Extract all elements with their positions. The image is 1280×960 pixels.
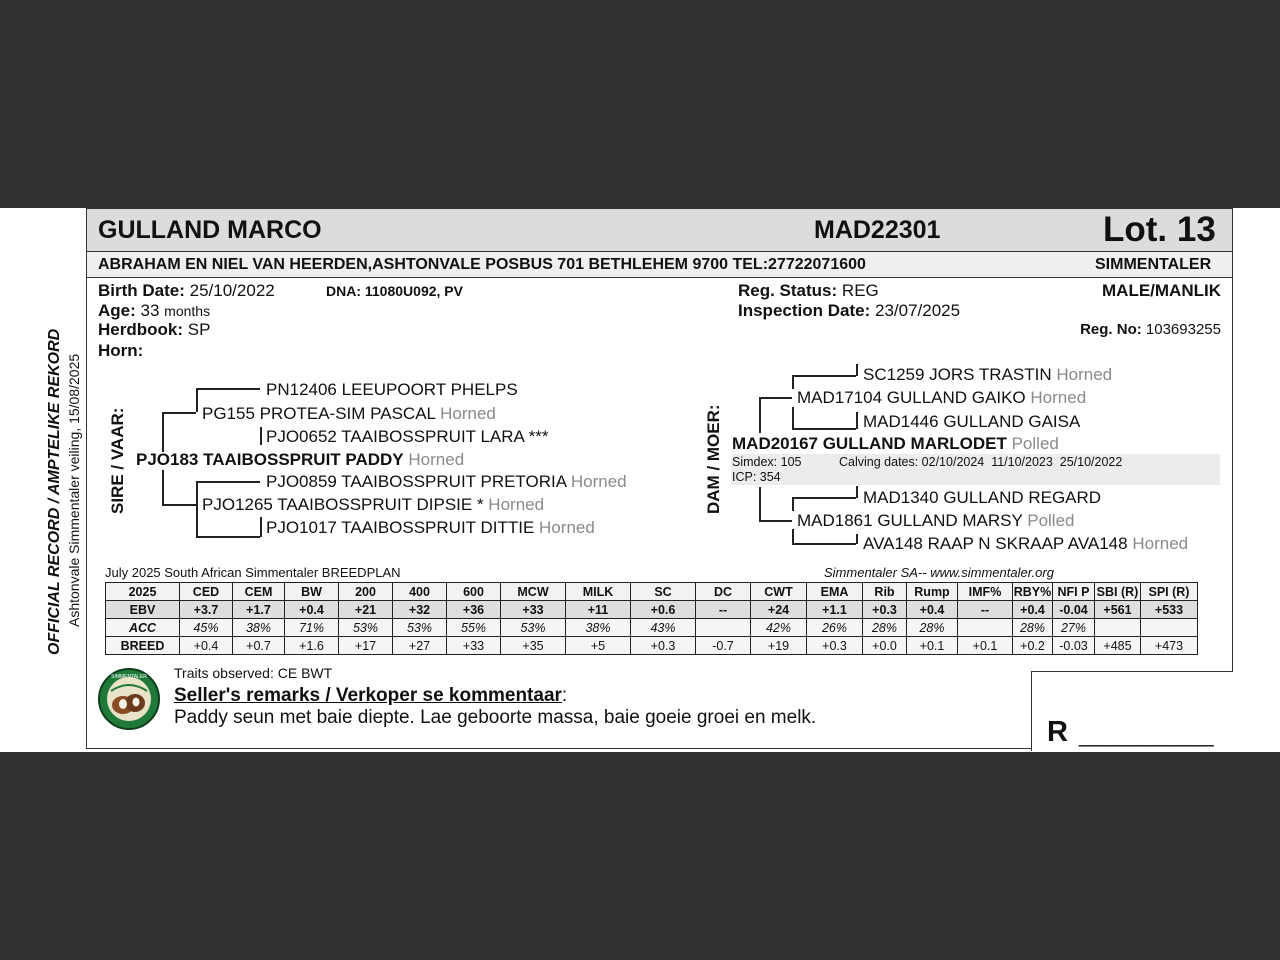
ebv-header-row (106, 583, 1198, 601)
dam-dam-name: MAD1861 GULLAND MARSY (797, 511, 1023, 530)
ebv-value-cell: +533 (1141, 601, 1198, 619)
pedigree-line (196, 388, 260, 390)
ebv-value-cell: +32 (393, 601, 447, 619)
ebv-value-cell: +0.4 (285, 601, 339, 619)
ebv-value-cell: +27 (393, 637, 447, 655)
pedigree-line (162, 470, 164, 504)
ebv-value-cell: +0.0 (863, 637, 907, 655)
seller-remarks-heading (174, 685, 567, 707)
ebv-header-cell: 600 (447, 583, 501, 601)
sex-label: MALE/MANLIK (1102, 281, 1221, 300)
pedigree-line (856, 364, 858, 376)
sire-dam-dam-name: PJO1017 TAAIBOSSPRUIT DITTIE (266, 518, 535, 537)
ebv-header-cell: BW (285, 583, 339, 601)
pedigree-line (856, 534, 858, 544)
age-label: Age: (98, 301, 136, 320)
sire-dam-sire-name: PJO0859 TAAIBOSSPRUIT PRETORIA (266, 472, 567, 491)
ebv-header-cell: 400 (393, 583, 447, 601)
ebv-value-cell: 53% (339, 619, 393, 637)
ebv-value-cell: +35 (501, 637, 566, 655)
ebv-value-cell: 26% (807, 619, 863, 637)
dam-dam-dam-horn: Horned (1132, 534, 1189, 553)
dam-dam-dam (863, 534, 1188, 554)
ebv-header-cell: 200 (339, 583, 393, 601)
sire-sire-sire: PN12406 LEEUPOORT PHELPS (266, 380, 518, 399)
sire-dam-horn: Horned (488, 495, 545, 514)
ebv-value-cell: +473 (1141, 637, 1198, 655)
pedigree-line (196, 504, 198, 537)
pedigree-line (162, 412, 164, 452)
pedigree-line (856, 486, 858, 498)
age-unit: months (164, 303, 211, 319)
ebv-value-cell: 71% (285, 619, 339, 637)
age-value: 33 (140, 301, 160, 320)
ebv-row-label: BREED (106, 637, 180, 655)
ebv-value-cell (958, 619, 1013, 637)
svg-text:SIMMENTALER: SIMMENTALER (111, 674, 147, 680)
sire-name: PJO183 TAAIBOSSPRUIT PADDY (136, 450, 404, 469)
sire-dam-sire (266, 472, 627, 492)
ebv-value-cell: +0.4 (1013, 601, 1053, 619)
official-record-label: OFFICIAL RECORD / AMPTELIKE REKORD (46, 328, 63, 655)
ebv-value-cell: 43% (631, 619, 696, 637)
animal-name: GULLAND MARCO (98, 216, 322, 244)
dam-sire-sire-horn: Horned (1056, 365, 1113, 384)
ebv-value-cell: +1.6 (285, 637, 339, 655)
pedigree-line (792, 428, 856, 430)
ebv-row-label: EBV (106, 601, 180, 619)
ebv-value-cell: 28% (863, 619, 907, 637)
dam-sire-sire-name: SC1259 JORS TRASTIN (863, 365, 1052, 384)
dna-info: DNA: 11080U092, PV (326, 283, 463, 299)
ebv-value-cell: +1.7 (233, 601, 285, 619)
pedigree-line (759, 397, 792, 399)
ebv-value-cell: +0.7 (233, 637, 285, 655)
dam-dam (797, 511, 1075, 531)
pedigree-line (162, 412, 196, 414)
pedigree-line (260, 427, 262, 445)
ebv-value-cell: -0.03 (1053, 637, 1095, 655)
reg-status-value: REG (841, 281, 879, 300)
herdbook-row (98, 320, 210, 340)
breeder-line: ABRAHAM EN NIEL VAN HEERDEN,ASHTONVALE POSBUS 701 BETHLEHEM 9700 TEL:27722071600 (98, 256, 866, 273)
lot-number: Lot. 13 (1103, 210, 1216, 249)
sire-dam-dam-horn: Horned (539, 518, 595, 537)
ebv-value-cell: 42% (751, 619, 807, 637)
sire-dam-dam (266, 518, 595, 538)
ebv-value-cell: +0.3 (631, 637, 696, 655)
ebv-value-cell: 45% (180, 619, 233, 637)
dam-name: MAD20167 GULLAND MARLODET (732, 434, 1007, 453)
birth-date-label: Birth Date: (98, 281, 185, 300)
dam-sire (797, 388, 1086, 408)
ebv-value-cell: 38% (233, 619, 285, 637)
ebv-value-cell (1141, 619, 1198, 637)
dam-sire-name: MAD17104 GULLAND GAIKO (797, 388, 1026, 407)
pedigree-line (260, 517, 262, 537)
birth-date-row (98, 281, 275, 301)
ebv-value-cell (1095, 619, 1141, 637)
dam-section-label: DAM / MOER: (704, 404, 723, 514)
dam-dam-sire: MAD1340 GULLAND REGARD (863, 488, 1102, 507)
ebv-header-cell: EMA (807, 583, 863, 601)
ebv-header-cell: IMF% (958, 583, 1013, 601)
pedigree-line (196, 481, 260, 483)
ebv-value-cell: 53% (501, 619, 566, 637)
dam-dam-horn: Polled (1027, 511, 1075, 530)
sire-section-label: SIRE / VAAR: (108, 407, 127, 514)
ebv-value-cell: -0.04 (1053, 601, 1095, 619)
ebv-value-cell: 27% (1053, 619, 1095, 637)
dam-sire-dam: MAD1446 GULLAND GAISA (863, 412, 1081, 431)
pedigree-line (792, 407, 794, 428)
seller-remarks-text: Paddy seun met baie diepte. Lae geboorte massa, baie goeie groei en melk. (174, 707, 817, 728)
ebv-header-cell: DC (696, 583, 751, 601)
ebv-header-cell: SBI (R) (1095, 583, 1141, 601)
horn-label: Horn: (98, 341, 144, 360)
age-row (98, 301, 210, 321)
ebv-value-cell: 55% (447, 619, 501, 637)
herdbook-label: Herdbook: (98, 320, 183, 339)
price-currency: R (1047, 716, 1068, 748)
breed-name: SIMMENTALER (1095, 256, 1212, 273)
dam-horn: Polled (1011, 434, 1059, 453)
pedigree-line (792, 497, 856, 499)
pedigree-line (196, 388, 198, 412)
dam-icp: ICP: 354 (732, 470, 781, 484)
sale-info: Ashtonvale Simmentaler veiling, 15/08/2025 (66, 353, 82, 627)
ebv-header-cell: NFI P (1053, 583, 1095, 601)
reg-status-row (738, 281, 879, 301)
ebv-value-cell: +0.2 (1013, 637, 1053, 655)
ebv-header-cell: 2025 (106, 583, 180, 601)
ebv-value-cell: +0.6 (631, 601, 696, 619)
reg-no-row (1080, 321, 1221, 338)
herdbook-value: SP (187, 320, 211, 339)
ebv-value-cell: +19 (751, 637, 807, 655)
ebv-value-cell: +0.4 (907, 601, 958, 619)
ebv-header-cell: Rib (863, 583, 907, 601)
birth-date-value: 25/10/2022 (189, 281, 275, 300)
sire-dam-sire-horn: Horned (570, 472, 627, 491)
price-blank[interactable]: ___________ (1079, 722, 1214, 747)
breedplan-title: July 2025 South African Simmentaler BREEDPLAN (105, 565, 401, 580)
sire-sire-horn: Horned (440, 404, 496, 423)
inspection-date-value: 23/07/2025 (874, 301, 961, 320)
ebv-value-cell: +485 (1095, 637, 1141, 655)
sire-sire-dam: PJO0652 TAAIBOSSPRUIT LARA *** (266, 427, 549, 446)
dam-sire-horn: Horned (1030, 388, 1087, 407)
ebv-header-cell: RBY% (1013, 584, 1052, 599)
dam-dam-dam-name: AVA148 RAAP N SKRAAP AVA148 (863, 534, 1128, 553)
ebv-value-cell: +33 (501, 601, 566, 619)
ebv-table (105, 582, 1198, 655)
pedigree-line (759, 487, 761, 520)
pedigree-line (792, 529, 794, 543)
ebv-value-cell: +5 (566, 637, 631, 655)
ebv-value-cell: +1.1 (807, 601, 863, 619)
reg-status-label: Reg. Status: (738, 281, 838, 300)
ebv-value-cell (696, 619, 751, 637)
seller-remarks-colon: : (561, 685, 568, 706)
ebv-header-cell: SPI (R) (1141, 583, 1198, 601)
ebv-value-cell: +0.3 (863, 601, 907, 619)
seller-remarks-title: Seller's remarks / Verkoper se kommentaar (174, 685, 562, 706)
ebv-value-cell: +21 (339, 601, 393, 619)
ebv-value-cell: -- (958, 601, 1013, 619)
ebv-value-cell: +36 (447, 601, 501, 619)
pedigree-line (792, 543, 856, 545)
ebv-value-cell: +33 (447, 637, 501, 655)
ebv-value-cell: 38% (566, 619, 631, 637)
pedigree-line (792, 375, 794, 389)
pedigree-line (162, 504, 196, 506)
pedigree-line (792, 497, 794, 511)
ebv-value-cell: 53% (393, 619, 447, 637)
pedigree-line (196, 536, 260, 538)
sire-dam-name: PJO1265 TAAIBOSSPRUIT DIPSIE * (202, 495, 484, 514)
ebv-header-cell: CED (180, 583, 233, 601)
ebv-value-cell: 28% (907, 619, 958, 637)
ebv-value-cell: +24 (751, 601, 807, 619)
ebv-value-cell: +0.4 (180, 637, 233, 655)
ebv-row-breed (106, 637, 1198, 655)
dam-calving-dates: Calving dates: 02/10/2024 11/10/2023 25/10/2022 (839, 455, 1123, 469)
dam (732, 434, 1059, 454)
ebv-value-cell: +3.7 (180, 601, 233, 619)
sire-dam (202, 495, 544, 515)
pedigree-line (759, 397, 761, 433)
pedigree-line (856, 412, 858, 429)
sire (136, 450, 464, 470)
ebv-value-cell: -0.7 (696, 637, 751, 655)
traits-observed: Traits observed: CE BWT (174, 665, 333, 681)
ebv-row-label: ACC (106, 619, 180, 637)
inspection-date-label: Inspection Date: (738, 301, 871, 320)
ebv-header-cell: Rump (907, 583, 958, 601)
sire-horn: Horned (408, 450, 465, 469)
pedigree-line (792, 375, 856, 377)
simmentaler-sa-logo-icon (97, 667, 161, 731)
ebv-header-cell: SC (631, 583, 696, 601)
ebv-row-acc (106, 619, 1198, 637)
breedplan-website: Simmentaler SA-- www.simmentaler.org (824, 565, 1054, 580)
ebv-value-cell: +11 (566, 601, 631, 619)
dam-simdex: Simdex: 105 (732, 455, 802, 469)
ebv-value-cell: +0.3 (807, 637, 863, 655)
dam-sire-sire (863, 365, 1112, 385)
ebv-header-cell: CWT (751, 583, 807, 601)
registration-id: MAD22301 (814, 216, 941, 244)
ebv-header-cell: MILK (566, 583, 631, 601)
ebv-value-cell: +0.1 (958, 637, 1013, 655)
ebv-header-cell: MCW (501, 583, 566, 601)
inspection-date-row (738, 301, 960, 321)
ebv-value-cell: +561 (1095, 601, 1141, 619)
reg-no-label: Reg. No: (1080, 321, 1142, 338)
ebv-header-cell: CEM (233, 583, 285, 601)
pedigree-line (759, 520, 792, 522)
ebv-value-cell: 28% (1013, 619, 1053, 637)
reg-no-value: 103693255 (1145, 321, 1221, 338)
sire-sire (202, 404, 496, 424)
ebv-row-ebv (106, 601, 1198, 619)
sire-sire-name: PG155 PROTEA-SIM PASCAL (202, 404, 436, 423)
ebv-value-cell: +17 (339, 637, 393, 655)
ebv-value-cell: +0.1 (907, 637, 958, 655)
pedigree-line (196, 481, 198, 504)
ebv-value-cell: -- (696, 601, 751, 619)
